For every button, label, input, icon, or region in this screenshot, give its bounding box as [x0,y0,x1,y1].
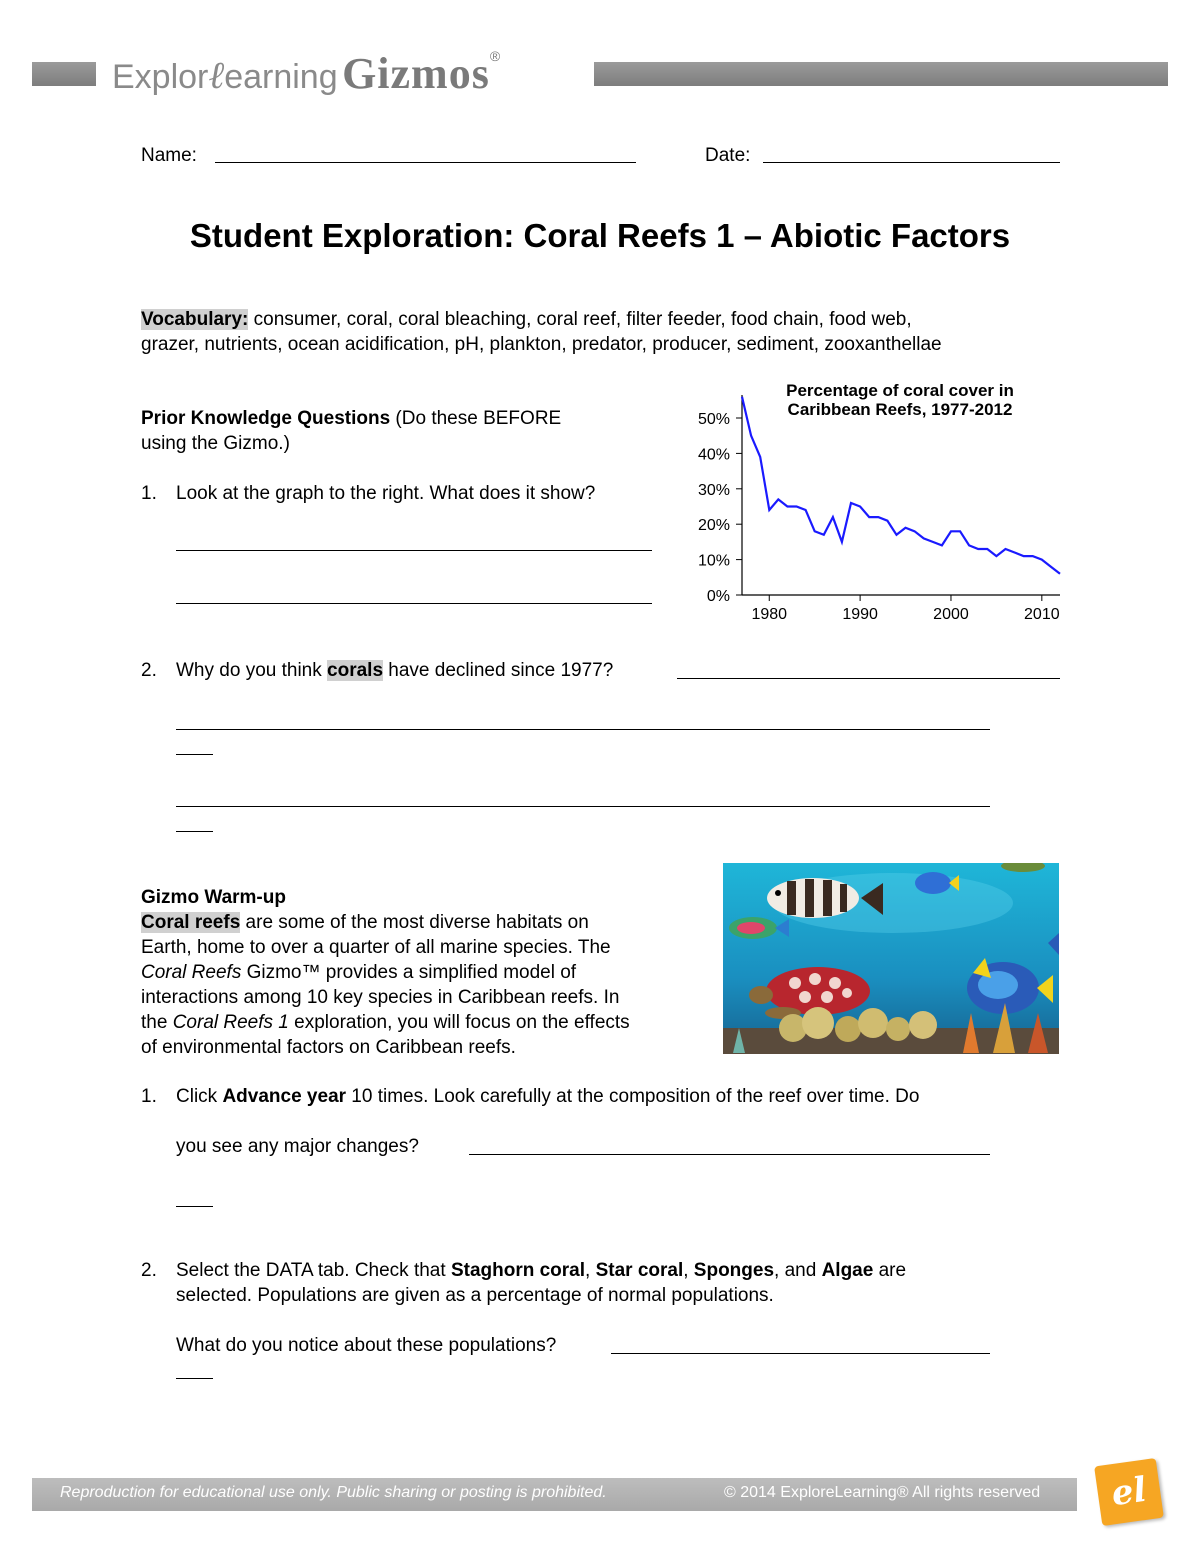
prior-heading-note: (Do these BEFORE [390,408,562,429]
chart-series-line [742,397,1060,574]
chart-x-tick-label: 1990 [842,606,878,623]
chart-y-tick-label: 40% [697,446,730,464]
warmup-q2-number: 2. [141,1260,157,1281]
warmup-q2-c2: , [683,1260,694,1281]
prior-q2-answer-line-0[interactable] [677,678,1060,679]
warmup-q2-c3: , and [774,1260,822,1281]
vocabulary [141,307,1071,357]
warmup-q2-answer-line[interactable] [611,1353,990,1354]
logo [112,48,500,98]
vocabulary-line2: grazer, nutrients, ocean acidification, pH, plankton, predator, producer, sediment, zooxanthellae [141,334,942,355]
logo-learning: earning [224,58,338,96]
warmup-q2-c1: , [585,1260,596,1281]
footer-copyright: © 2014 ExploreLearning® All rights reserved [724,1484,1041,1501]
chart-title-line1: Percentage of coral cover in [786,381,1014,400]
badge-text: el [1109,1469,1149,1515]
warmup-q2-answer-line-b[interactable] [176,1378,213,1379]
name-field[interactable] [215,162,636,163]
warmup-heading: Gizmo Warm-up [141,887,286,908]
warmup-q1-bold: Advance year [222,1086,347,1107]
prior-q2-text [176,658,613,683]
warmup-p5-italic: Coral Reefs 1 [172,1012,289,1033]
warmup-q2-text [176,1258,1056,1308]
warmup-section [141,885,711,1060]
footer-disclaimer: Reproduction for educational use only. Public sharing or posting is prohibited. [60,1484,607,1501]
chart-x-tick-label: 2000 [933,606,969,623]
chart-y-ticks [698,411,742,605]
chart-x-ticks [751,595,1059,623]
chart-y-tick-label: 20% [697,517,730,535]
warmup-p1: are some of the most diverse habitats on [240,912,589,933]
prior-q2-answer-line-2[interactable] [176,806,990,807]
explorelearning-badge-icon [1094,1458,1164,1526]
name-label: Name: [141,145,197,166]
coral-reef-illustration [723,863,1059,1054]
chart-y-tick-label: 10% [697,552,730,570]
prior-q2-number: 2. [141,660,157,681]
logo-script-l: ℓ [208,53,225,97]
warmup-p5-pre: the [141,1012,173,1033]
warmup-q1-answer-line[interactable] [469,1154,990,1155]
prior-q2-highlight: corals [327,660,384,681]
warmup-q1-post: 10 times. Look carefully at the composition of the reef over time. Do [346,1086,920,1107]
warmup-p4: interactions among 10 key species in Caribbean reefs. In [141,987,620,1008]
chart-y-tick-label: 0% [706,588,730,605]
vocabulary-line1: consumer, coral, coral bleaching, coral reef, filter feeder, food chain, food web, [248,309,912,330]
logo-explore: Explor [112,58,209,96]
warmup-highlight: Coral reefs [141,912,241,933]
chart-x-tick-label: 2010 [1024,606,1060,623]
page-title: Student Exploration: Coral Reefs 1 – Abiotic Factors [189,217,1011,254]
warmup-p2: Earth, home to over a quarter of all marine species. The [141,937,611,958]
header-bar-right [594,62,1168,86]
warmup-q2-post: are [873,1260,907,1281]
warmup-p6: of environmental factors on Caribbean reefs. [141,1037,516,1058]
logo-gizmos: Gizmos [342,49,490,98]
chart-title-line2: Caribbean Reefs, 1977-2012 [787,400,1013,419]
prior-q2-answer-line-1[interactable] [176,729,990,730]
prior-heading-title: Prior Knowledge Questions [141,408,391,429]
warmup-q2-line3: What do you notice about these populations? [176,1335,557,1356]
prior-q2-pre: Why do you think [176,660,328,681]
prior-q1-number: 1. [141,483,157,504]
warmup-p5: exploration, you will focus on the effects [288,1012,630,1033]
warmup-q1-answer-line-b[interactable] [176,1206,213,1207]
warmup-q2-line2: selected. Populations are given as a percentage of normal populations. [176,1285,774,1306]
date-field[interactable] [763,162,1060,163]
warmup-q2-algae: Algae [821,1260,874,1281]
prior-q2-answer-line-1b[interactable] [176,754,213,755]
chart-x-tick-label: 1980 [751,606,788,623]
prior-q2-answer-line-2b[interactable] [176,831,213,832]
warmup-q2-star: Star coral [595,1260,684,1281]
prior-q1-answer-line-2[interactable] [176,603,652,604]
prior-heading-note2: using the Gizmo.) [141,433,290,454]
coral-cover-chart [680,375,1070,630]
date-label: Date: [705,145,751,166]
warmup-p3-italic: Coral Reefs [141,962,242,983]
warmup-p3: Gizmo™ provides a simplified model of [241,962,577,983]
prior-q2-post: have declined since 1977? [383,660,614,681]
prior-q1-answer-line-1[interactable] [176,550,652,551]
chart-y-tick-label: 30% [697,481,730,499]
warmup-q2-sponges: Sponges [693,1260,775,1281]
vocabulary-label: Vocabulary: [141,309,249,330]
warmup-q2-staghorn: Staghorn coral [450,1260,586,1281]
warmup-q1-text [176,1084,1056,1109]
prior-q1-text: Look at the graph to the right. What does it show? [176,483,596,504]
prior-heading [141,406,641,456]
warmup-q2-pre: Select the DATA tab. Check that [176,1260,451,1281]
warmup-q1-number: 1. [141,1086,157,1107]
warmup-q1-line2: you see any major changes? [176,1136,419,1157]
warmup-q1-pre: Click [176,1086,223,1107]
header-bar-left [32,62,96,86]
chart-y-tick-label: 50% [697,411,730,428]
chart-axes [742,395,1060,595]
logo-registered: ® [489,48,501,64]
